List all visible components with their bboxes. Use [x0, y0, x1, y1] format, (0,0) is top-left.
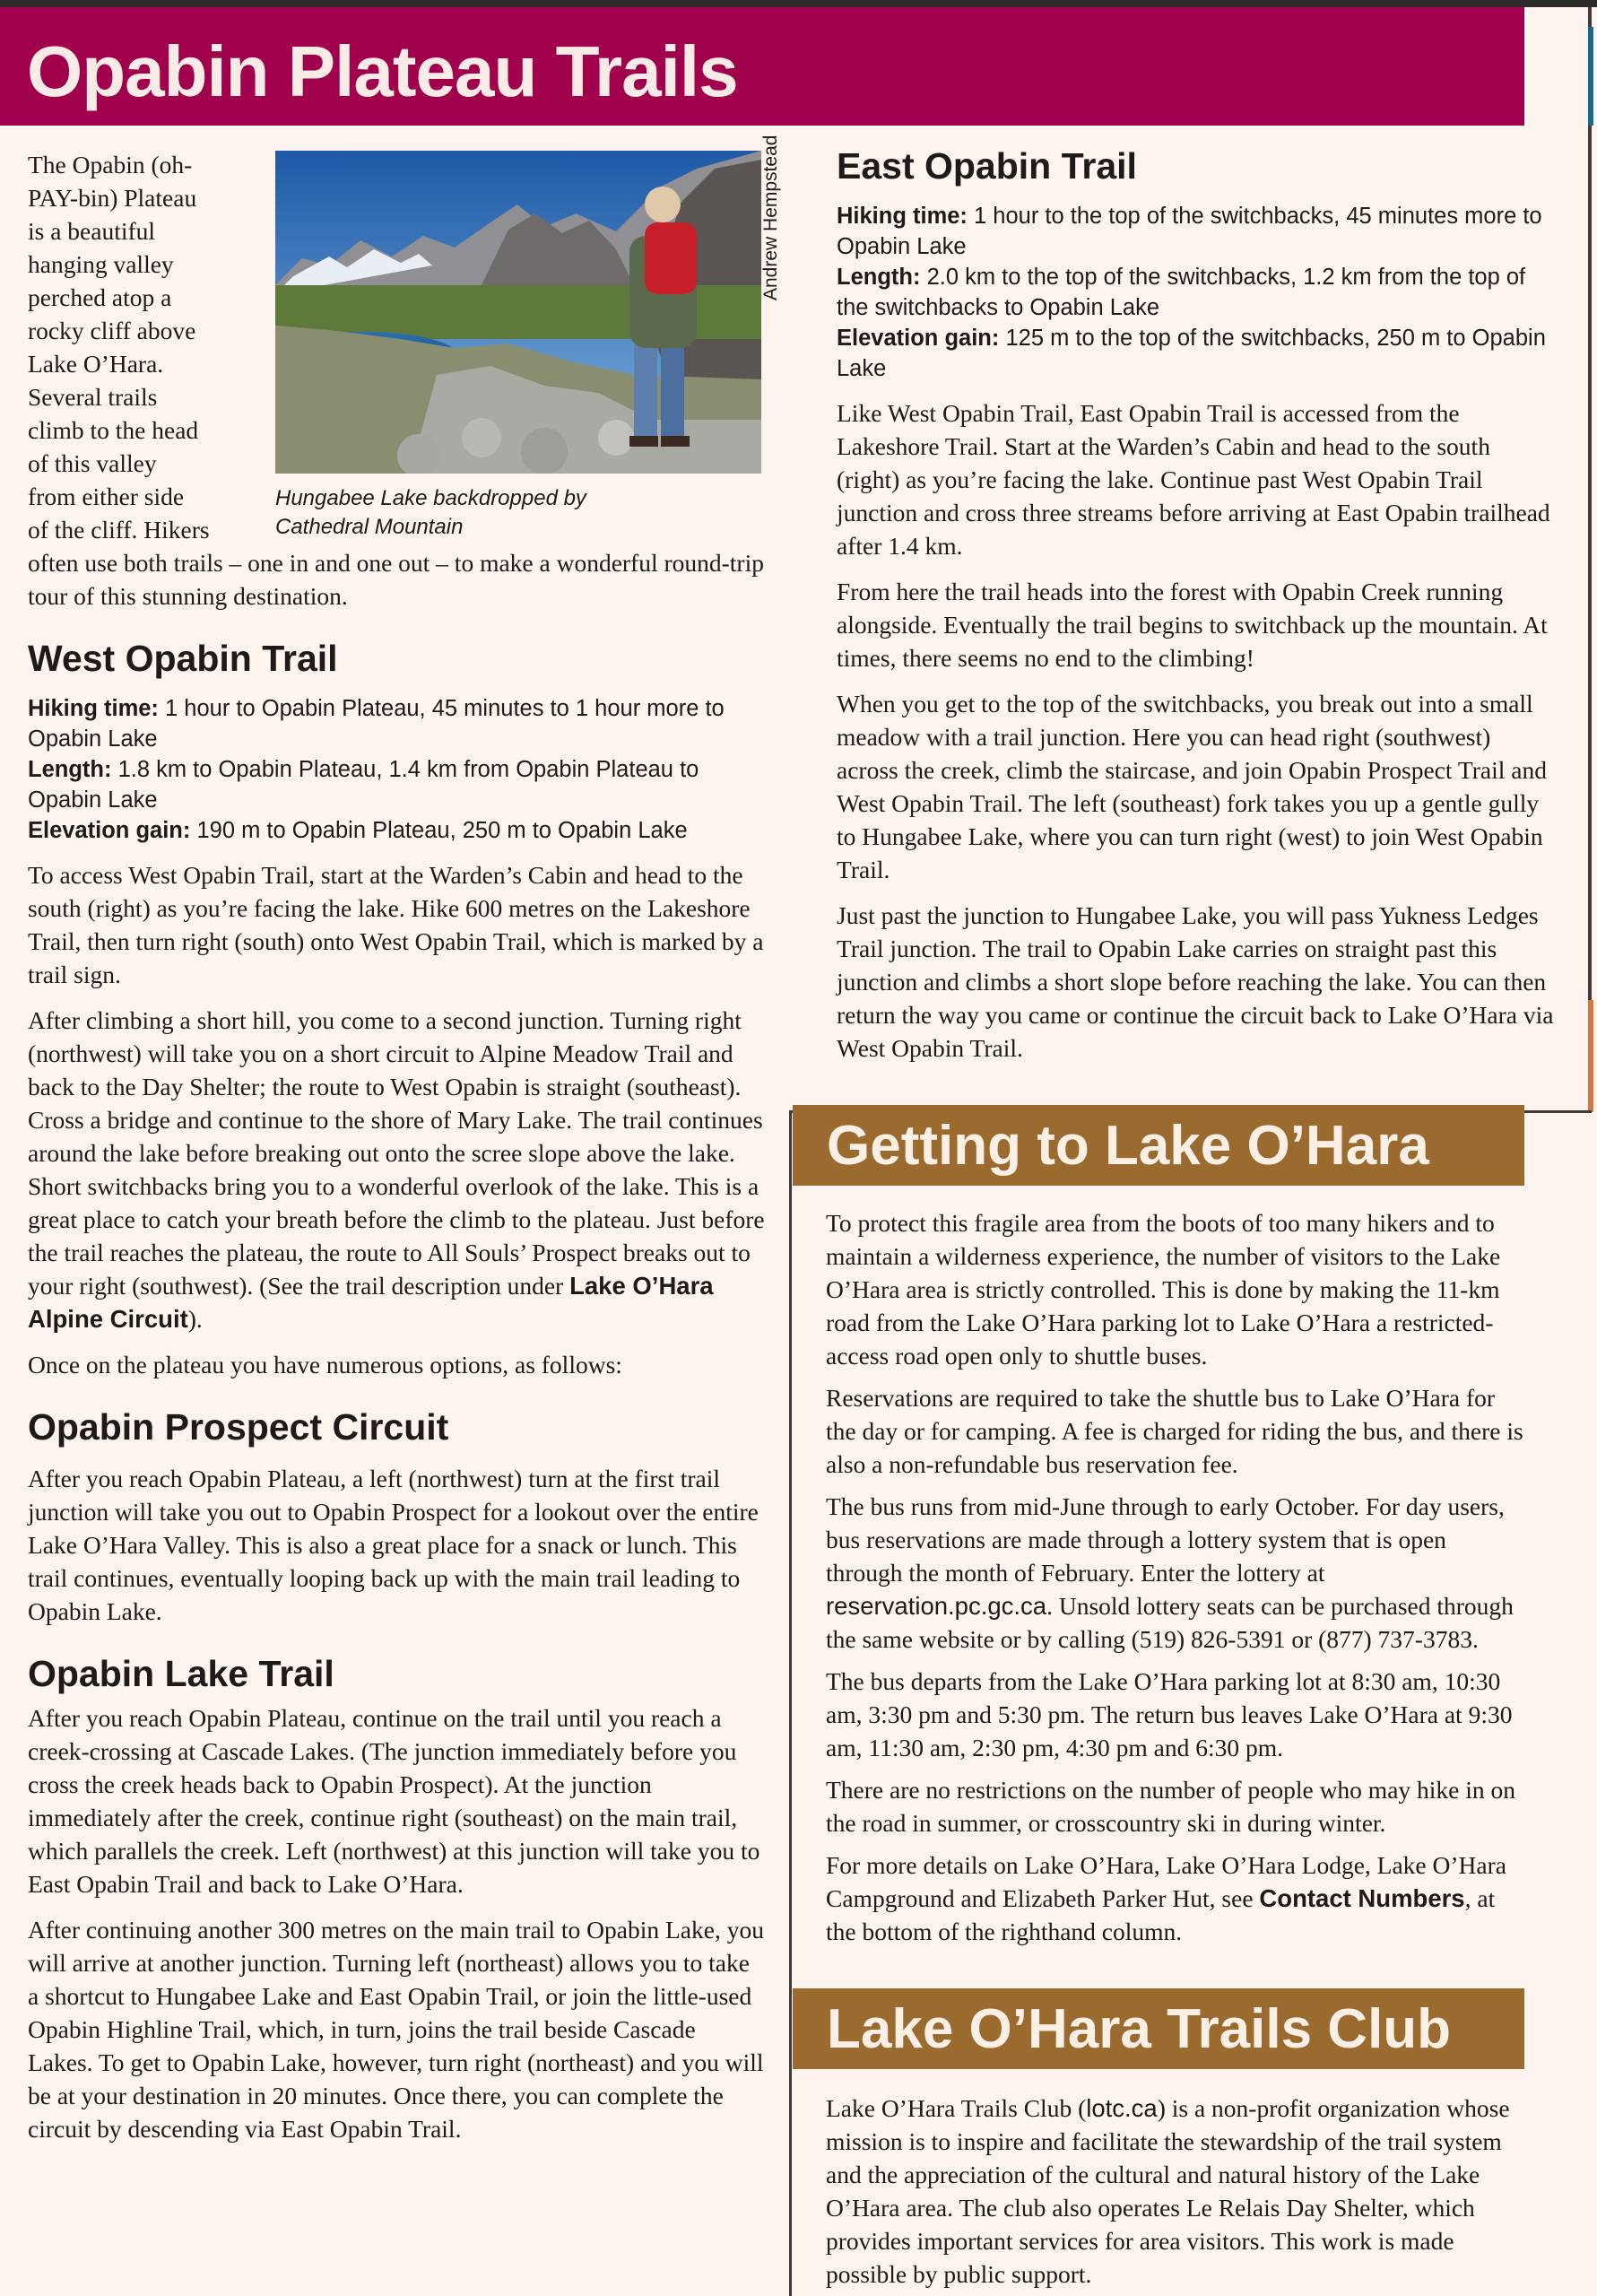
getting-banner [793, 1105, 1524, 1186]
west-elevation-gain: Elevation gain: 190 m to Opabin Plateau, 250 m to Opabin Lake [28, 818, 688, 843]
intro-line: perched atop a [28, 283, 172, 311]
getting-paragraph: The bus departs from the Lake O’Hara parking lot at 8:30 am, 10:30 am, 3:30 pm and 5:30 pm. The return bus leaves Lake O’Hara at 9:30 am, 11:30 am, 2:30 pm, 4:30 pm and 6:30 pm. [826, 1667, 1513, 1761]
title-banner [0, 7, 1524, 126]
getting-paragraph: For more details on Lake O’Hara, Lake O’Hara Lodge, Lake O’Hara Campground and Elizabeth Parker Hut, see Contact Numbers, at the bottom of the righthand column. [826, 1851, 1506, 1945]
intro-narrow [28, 148, 274, 546]
intro-line: climb to the head [28, 416, 199, 444]
cross-reference: Lake O’Hara Alpine Circuit [28, 1272, 714, 1333]
intro-line: hanging valley [28, 250, 174, 278]
lake-trail-paragraph: After you reach Opabin Plateau, continue on the trail until you reach a creek-crossing at Cascade Lakes. (The junction immediately before you cross the creek heads back to Opabin Prospect). At the junction immediately after the creek, continue right (southeast) on the main trail, which parallels the creek. Left (northwest) at this junction will take you to East Opabin Trail and back to Lake O’Hara. [28, 1704, 760, 1898]
getting-paragraph: The bus runs from mid-June through to early October. For day users, bus reservations are made through a lottery system that is open through the month of February. Enter the lottery at reservation.pc.gc.ca. Unsold lottery seats can be purchased through the same website or by calling (519) 826-5391 or (877) 737-3783. [826, 1492, 1514, 1653]
east-paragraph: When you get to the top of the switchbacks, you break out into a small meadow with a trail junction. Here you can head right (southwest) across the creek, climb the staircase, and join Opabin Prospect Trail and West Opabin Trail. The left (southeast) fork takes you up a gentle gully to Hungabee Lake, where you can turn right (west) to join West Opabin Trail. [837, 690, 1547, 883]
getting-paragraph: There are no restrictions on the number of people who may hike in on the road in summer, or crosscountry ski in during winter. [826, 1776, 1516, 1837]
reservation-link[interactable]: reservation.pc.gc.ca [826, 1592, 1047, 1620]
east-length: Length: 2.0 km to the top of the switchbacks, 1.2 km from the top of the switchbacks to Opabin Lake [837, 265, 1526, 320]
east-paragraph: From here the trail heads into the forest with Opabin Creek running alongside. Eventually the trail begins to switchback up the mountain. At times, there seems no end to the climbing! [837, 578, 1548, 672]
prospect-paragraph: After you reach Opabin Plateau, a left (northwest) turn at the first trail junction will take you out to Opabin Prospect for a lookout over the entire Lake O’Hara Valley. This is also a great place for a snack or lunch. This trail continues, eventually looping back up with the main trail leading to Opabin Lake. [28, 1465, 759, 1625]
top-border [0, 0, 1597, 7]
getting-heading: Getting to Lake O’Hara [827, 1115, 1429, 1177]
right-column-top [837, 144, 1554, 1077]
intro-paragraph-end: often use both trails – one in and one out – to make a wonderful round-trip tour of this stunning destination. [28, 549, 764, 610]
intro-line: from either side [28, 483, 185, 510]
hungabee-lake-photo [275, 151, 761, 474]
club-paragraph: Lake O’Hara Trails Club (lotc.ca) is a non-profit organization whose mission is to inspire and facilitate the stewardship of the trail system and the appreciation of the cultural and natural history of the Lake O’Hara area. The club also operates Le Relais Day Shelter, which provides important services for area visitors. This work is made possible by public support. [826, 2094, 1510, 2288]
intro-line: of the cliff. Hikers [28, 516, 210, 544]
east-hiking-time: Hiking time: 1 hour to the top of the switchbacks, 45 minutes more to Opabin Lake [837, 204, 1542, 259]
west-paragraph: Once on the plateau you have numerous options, as follows: [28, 1351, 622, 1378]
west-opabin-heading: West Opabin Trail [28, 638, 338, 679]
west-opabin-stats [28, 693, 765, 846]
opabin-lake-heading: Opabin Lake Trail [28, 1653, 334, 1694]
page-edge-rule [1588, 7, 1592, 1112]
sidebar-rule [789, 1110, 792, 2296]
getting-paragraph: Reservations are required to take the shuttle bus to Lake O’Hara for the day or for camping. A fee is charged for riding the bus, and there is also a non-refundable bus reservation fee. [826, 1384, 1523, 1478]
page-edge-tab-orange [1588, 1000, 1593, 1112]
club-banner [793, 1988, 1524, 2069]
east-opabin-stats [837, 201, 1554, 384]
opabin-prospect-heading: Opabin Prospect Circuit [28, 1406, 449, 1448]
intro-line: rocky cliff above [28, 317, 196, 344]
east-opabin-heading: East Opabin Trail [837, 145, 1137, 187]
page-edge-tab-blue [1588, 27, 1593, 126]
getting-section [826, 1206, 1525, 1957]
lake-trail-paragraph: After continuing another 300 metres on the main trail to Opabin Lake, you will arrive at another junction. Turning left (northeast) allows you to take a shortcut to Hungabee Lake and East Opabin Trail, or join the little-used Opabin Highline Trail, which, in turn, joins the trail beside Cascade Lakes. To get to Opabin Lake, however, turn right (northeast) and you will be at your destination in 20 minutes. Once there, you can complete the circuit by descending via East Opabin Trail. [28, 1916, 764, 2143]
intro-line: PAY-bin) Plateau [28, 184, 197, 212]
west-paragraph: To access West Opabin Trail, start at the Warden’s Cabin and head to the south (right) as you’re facing the lake. Hike 600 metres on the Lakeshore Trail, then turn right (south) onto West Opabin Trail, which is marked by a trail sign. [28, 861, 764, 988]
intro-line: Several trails [28, 383, 158, 411]
getting-paragraph: To protect this fragile area from the boots of too many hikers and to maintain a wilderness experience, the number of visitors to the Lake O’Hara area is strictly controlled. This is done by making the 11-km road from the Lake O’Hara parking lot to Lake O’Hara a restricted-access road open only to shuttle buses. [826, 1209, 1501, 1370]
east-paragraph: Like West Opabin Trail, East Opabin Trail is accessed from the Lakeshore Trail. Start at the Warden’s Cabin and head to the south (right) as you’re facing the lake. Continue past West Opabin Trail junction and cross three streams before arriving at East Opabin trailhead after 1.4 km. [837, 399, 1550, 560]
west-paragraph: After climbing a short hill, you come to a second junction. Turning right (northwest) will take you on a short circuit to Alpine Meadow Trail and back to the Day Shelter; the route to West Opabin is straight (southeast). Cross a bridge and continue to the shore of Mary Lake. The trail continues around the lake before breaking out onto the scree slope above the lake. Short switchbacks bring you to a wonderful overlook of the lake. This is a great place to catch your breath before the climb to the plateau. Just before the trail reaches the plateau, the route to All Souls’ Prospect breaks out to your right (southwest). (See the trail description under Lake O’Hara Alpine Circuit). [28, 1006, 765, 1333]
intro-line: The Opabin (oh- [28, 151, 193, 178]
west-hiking-time: Hiking time: 1 hour to Opabin Plateau, 45 minutes to 1 hour more to Opabin Lake [28, 696, 725, 752]
east-elevation-gain: Elevation gain: 125 m to the top of the switchbacks, 250 m to Opabin Lake [837, 326, 1546, 381]
intro-line: of this valley [28, 449, 157, 477]
photo-caption: Hungabee Lake backdropped by Cathedral Mountain [275, 486, 586, 539]
club-section [826, 2092, 1525, 2296]
page-title: Opabin Plateau Trails [27, 31, 738, 111]
photo-credit: Andrew Hempstead [760, 135, 781, 300]
intro-line: is a beautiful [28, 217, 156, 245]
cross-reference: Contact Numbers [1259, 1884, 1465, 1912]
left-column [28, 546, 765, 2158]
east-paragraph: Just past the junction to Hungabee Lake, you will pass Yukness Ledges Trail junction. The trail to Opabin Lake carries on straight past this junction and climbs a short slope before reaching the lake. You can then return the way you came or continue the circuit back to Lake O’Hara via West Opabin Trail. [837, 901, 1554, 1062]
lotc-link[interactable]: lotc.ca [1086, 2094, 1158, 2122]
west-length: Length: 1.8 km to Opabin Plateau, 1.4 km from Opabin Plateau to Opabin Lake [28, 757, 699, 813]
club-heading: Lake O’Hara Trails Club [827, 1998, 1452, 2060]
intro-line: Lake O’Hara. [28, 350, 164, 378]
